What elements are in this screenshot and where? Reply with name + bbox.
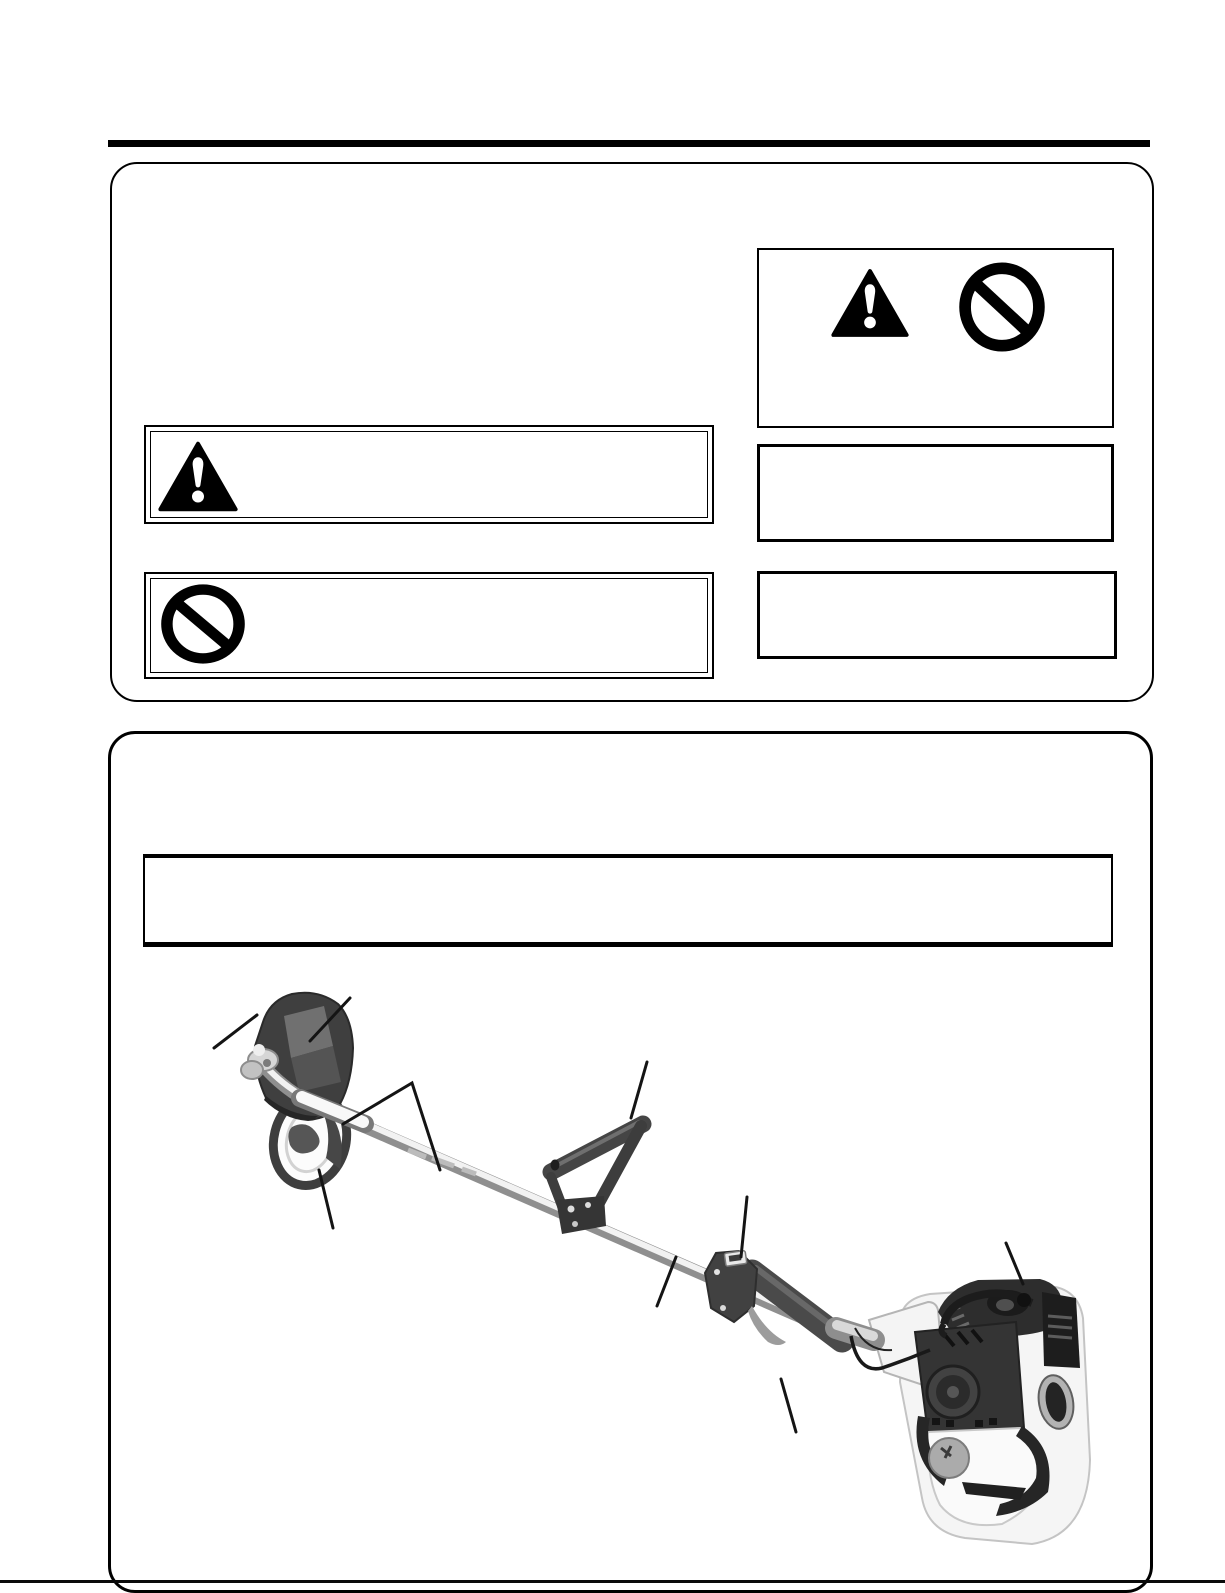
notice-box bbox=[143, 854, 1113, 947]
note-box-1 bbox=[757, 444, 1114, 542]
page-edge-line bbox=[0, 1580, 1225, 1583]
prohibition-icon bbox=[159, 584, 247, 664]
prohibition-icon bbox=[957, 262, 1047, 352]
warning-statement-box bbox=[144, 425, 714, 524]
warning-triangle-icon bbox=[158, 441, 238, 512]
note-box-2 bbox=[757, 571, 1117, 659]
top-rule bbox=[108, 140, 1150, 147]
prohibition-statement-box bbox=[144, 572, 714, 679]
warning-triangle-icon bbox=[831, 268, 909, 338]
symbol-legend-box bbox=[757, 248, 1114, 428]
